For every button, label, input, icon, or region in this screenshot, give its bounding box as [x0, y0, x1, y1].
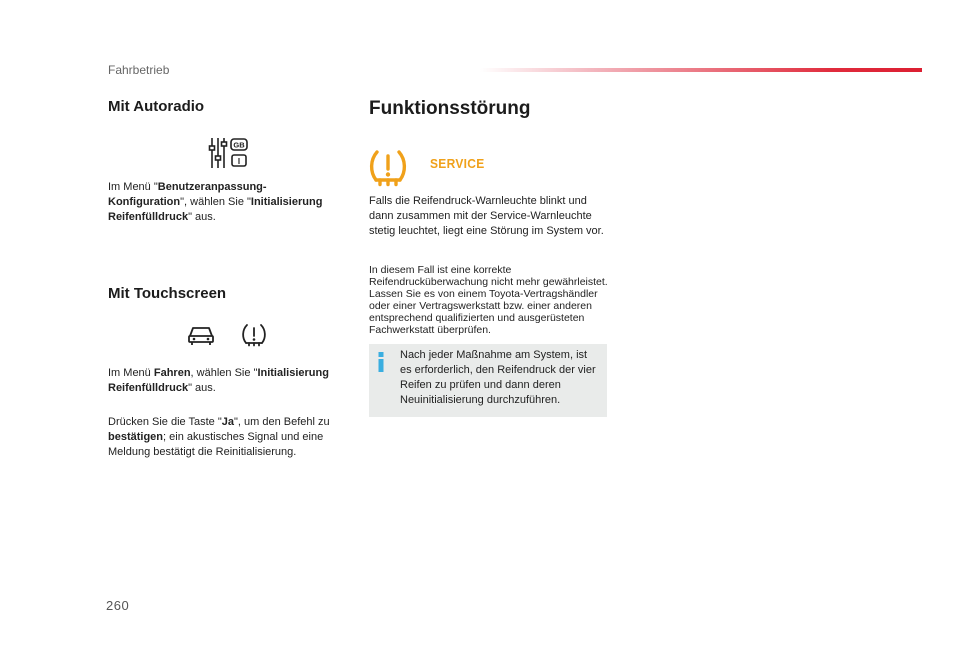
touchscreen-instruction-1: Im Menü Fahren, wählen Sie "Initialisierung Reifenfülldruck" aus. — [108, 367, 329, 394]
info-box — [369, 344, 607, 417]
gb-settings-sliders-icon — [208, 136, 250, 170]
heading-autoradio: Mit Autoradio — [108, 98, 205, 115]
info-text: Nach jeder Maßnahme am System, ist es erforderlich, den Reifendruck der vier Reifen zu prüfen und dann deren Neuinitialisierung durchzuführen. — [400, 349, 596, 406]
touchscreen-instruction-2: Drücken Sie die Taste "Ja", um den Befehl zu bestätigen; ein akustisches Signal und eine Meldung bestätigt die Reinitialisierung. — [108, 416, 330, 458]
malfunction-paragraph-2: In diesem Fall ist eine korrekte Reifendrucküberwachung nicht mehr gewährleistet. Lassen Sie es von einem Toyota-Vertragshändler oder einer Vertragswerkstatt bzw. einer anderen entsprechend qualifizierten und ausgerüsteten Fachwerkstatt überprüfen. — [369, 264, 608, 336]
service-warning-label: SERVICE — [430, 156, 485, 172]
autoradio-instruction: Im Menü "Benutzeranpassung-Konfiguration", wählen Sie "Initialisierung Reifenfülldruck" aus. — [108, 181, 323, 223]
car-icon — [187, 324, 215, 346]
svg-text:GB: GB — [233, 140, 245, 150]
header-accent-bar — [480, 68, 922, 72]
heading-touchscreen: Mit Touchscreen — [108, 285, 227, 302]
page-number: 260 — [106, 598, 130, 613]
svg-text:I: I — [237, 157, 241, 166]
malfunction-paragraph-1: Falls die Reifendruck-Warnleuchte blinkt und dann zusammen mit der Service-Warnleuchte stetig leuchtet, liegt eine Störung im System vor. — [369, 195, 604, 237]
section-label: Fahrbetrieb — [108, 63, 170, 77]
heading-malfunction: Funktionsstörung — [369, 98, 531, 119]
info-icon — [378, 352, 384, 372]
tyre-pressure-warning-icon — [369, 148, 407, 188]
tyre-pressure-warning-icon — [241, 322, 267, 348]
